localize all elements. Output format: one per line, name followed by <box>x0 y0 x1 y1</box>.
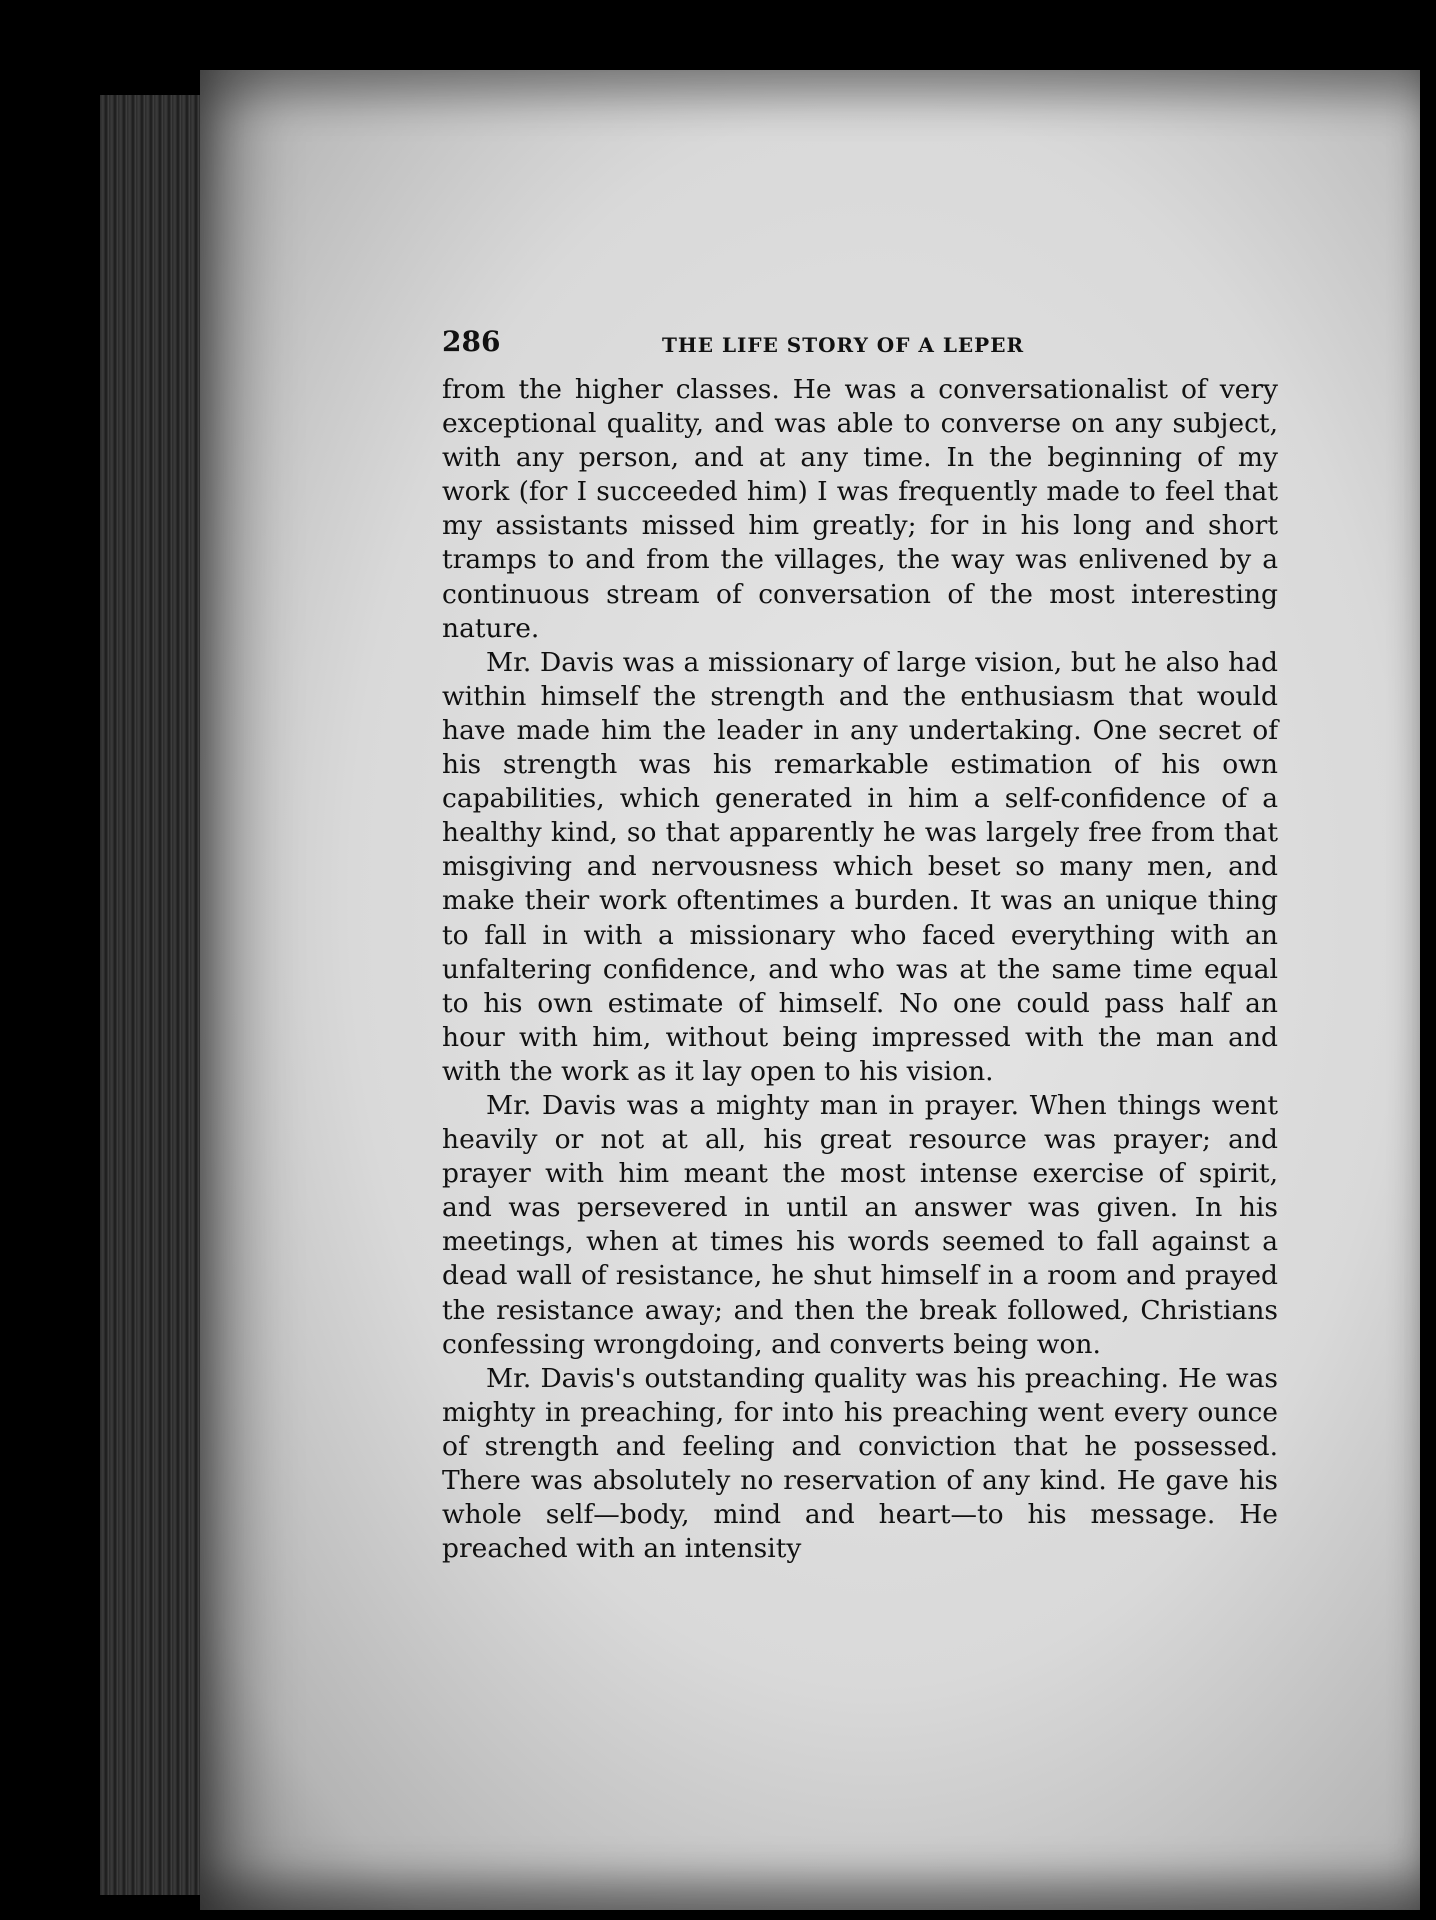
paragraph-3: Mr. Davis was a mighty man in prayer. When things went heavily or not at all, his great resource was prayer; and prayer with him meant the most intense exercise of spirit, and was persevered in until an answer was given. In his meetings, when at times his words seemed to fall against a dead wall of resistance, he shut himself in a room and prayed the resistance away; and then the break followed, Christians confessing wrongdoing, and converts being won. <box>442 1089 1278 1360</box>
scan-border-right <box>1420 0 1436 1920</box>
running-title: THE LIFE STORY OF A LEPER <box>662 333 1025 357</box>
paragraph-2: Mr. Davis was a missionary of large vision, but he also had within himself the strength and the enthusiasm that would have made him the leader in any undertaking. One secret of his strength was his remarkable estimation of his own capabilities, which generated in him a self-confidence of a healthy kind, so that apparently he was largely free from that misgiving and nervousness which beset so many men, and make their work oftentimes a burden. It was an unique thing to fall in with a missionary who faced everything with an unfaltering confidence, and who was at the same time equal to his own estimate of himself. No one could pass half an hour with him, without being impressed with the man and with the work as it lay open to his vision. <box>442 646 1278 1087</box>
paragraph-1: from the higher classes. He was a conversationalist of very exceptional quality, and was able to converse on any subject, with any person, and at any time. In the beginning of my work (for I succeeded him) I was frequently made to feel that my assistants missed him greatly; for in his long and short tramps to and from the villages, the way was enlivened by a continuous stream of conversation of the most interesting nature. <box>442 374 1278 644</box>
running-head <box>442 325 1278 373</box>
paragraph-4: Mr. Davis's outstanding quality was his preaching. He was mighty in preaching, for into his preaching went every ounce of strength and feeling and conviction that he possessed. There was absolutely no reservation of any kind. He gave his whole self—body, mind and heart—to his message. He preached with an intensity <box>442 1362 1278 1565</box>
body-text <box>442 373 1278 1566</box>
page-number: 286 <box>442 325 501 358</box>
text-block <box>442 325 1278 1566</box>
